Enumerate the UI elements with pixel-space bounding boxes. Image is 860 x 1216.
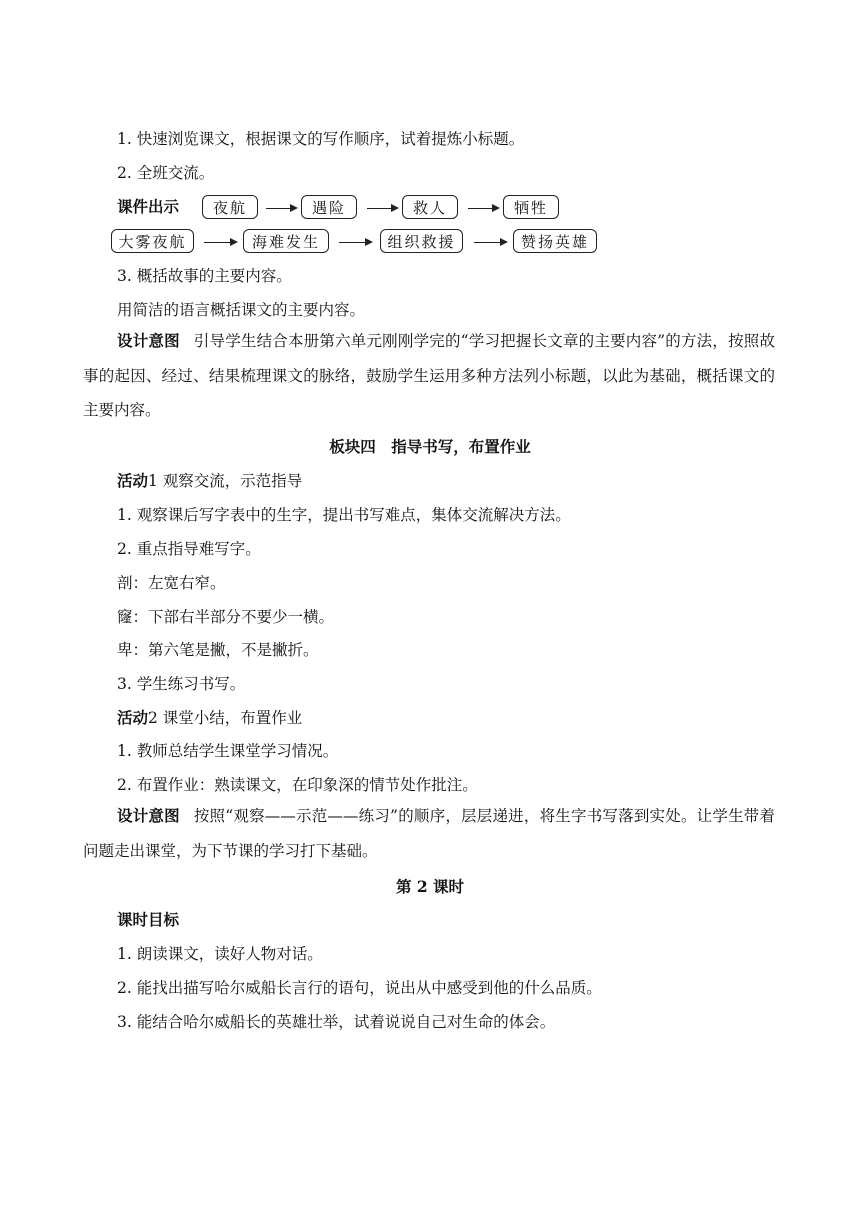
design-intent-text: 引导学生结合本册第六单元刚刚学完的“学习把握长文章的主要内容”的方法，按照故事的起因、经过、结果梳理课文的脉络，鼓励学生运用多种方法列小标题，以此为基础，概括课文的主要内容。 — [83, 332, 775, 419]
activity-1-label: 活动 — [117, 472, 149, 490]
flow-box-4: 牺牲 — [503, 195, 559, 219]
design-intent-label: 设计意图 — [117, 332, 180, 350]
flow-box-8: 赞扬英雄 — [513, 229, 597, 253]
lesson-2-heading: 第 2 课时 — [395, 877, 465, 896]
char-note-1: 剖：左宽右窄。 — [117, 574, 226, 592]
step-2: 2. 全班交流。 — [117, 164, 215, 182]
flow-arrow-icon — [204, 242, 236, 243]
goal-3: 3. 能结合哈尔威船长的英雄壮举，试着说说自己对生命的体会。 — [117, 1013, 556, 1031]
goal-2: 2. 能找出描写哈尔威船长言行的语句，说出从中感受到他的什么品质。 — [117, 979, 602, 997]
activity-2 — [117, 708, 302, 728]
block4-step-2: 2. 重点指导难写字。 — [117, 540, 261, 558]
flow-box-2: 遇险 — [301, 195, 357, 219]
flow-box-5: 大雾夜航 — [111, 229, 194, 253]
design-intent-text: 按照“观察——示范——练习”的顺序，层层递进，将生字书写落到实处。让学生带着问题走出课堂，为下节课的学习打下基础。 — [83, 807, 775, 860]
block4-step-1: 1. 观察课后写字表中的生字，提出书写难点，集体交流解决方法。 — [117, 506, 571, 524]
flow-arrow-icon — [468, 208, 498, 209]
flow-box-3: 救人 — [402, 195, 458, 219]
flow-arrow-icon — [367, 208, 397, 209]
block4-step-3: 3. 学生练习书写。 — [117, 675, 246, 693]
char-note-2: 窿：下部右半部分不要少一横。 — [117, 608, 335, 626]
step-1: 1. 快速浏览课文，根据课文的写作顺序，试着提炼小标题。 — [117, 130, 525, 148]
design-intent-2 — [83, 799, 775, 868]
block4-heading: 板块四 指导书写，布置作业 — [329, 438, 531, 456]
flow-arrow-icon — [266, 208, 296, 209]
activity-2-label: 活动 — [117, 709, 149, 727]
goal-1: 1. 朗读课文，读好人物对话。 — [117, 945, 323, 963]
activity-1 — [117, 471, 302, 491]
courseware-label: 课件出示 — [117, 198, 180, 216]
summary-step-1: 1. 教师总结学生课堂学习情况。 — [117, 742, 339, 760]
summary-step-2: 2. 布置作业：熟读课文，在印象深的情节处作批注。 — [117, 776, 478, 794]
flow-arrow-icon — [474, 242, 506, 243]
summary-instruction: 用简洁的语言概括课文的主要内容。 — [117, 301, 366, 319]
flow-arrow-icon — [339, 242, 371, 243]
activity-1-title: 1 观察交流，示范指导 — [148, 472, 303, 490]
lesson-goals-label: 课时目标 — [117, 911, 180, 929]
design-intent-1 — [83, 324, 775, 428]
design-intent-label: 设计意图 — [117, 807, 180, 825]
step-3: 3. 概括故事的主要内容。 — [117, 267, 292, 285]
flow-box-1: 夜航 — [202, 195, 258, 219]
char-note-3: 卑：第六笔是撇，不是撇折。 — [117, 641, 319, 659]
activity-2-title: 2 课堂小结，布置作业 — [148, 709, 303, 727]
flow-box-7: 组织救援 — [380, 229, 463, 253]
flow-box-6: 海难发生 — [243, 229, 329, 253]
